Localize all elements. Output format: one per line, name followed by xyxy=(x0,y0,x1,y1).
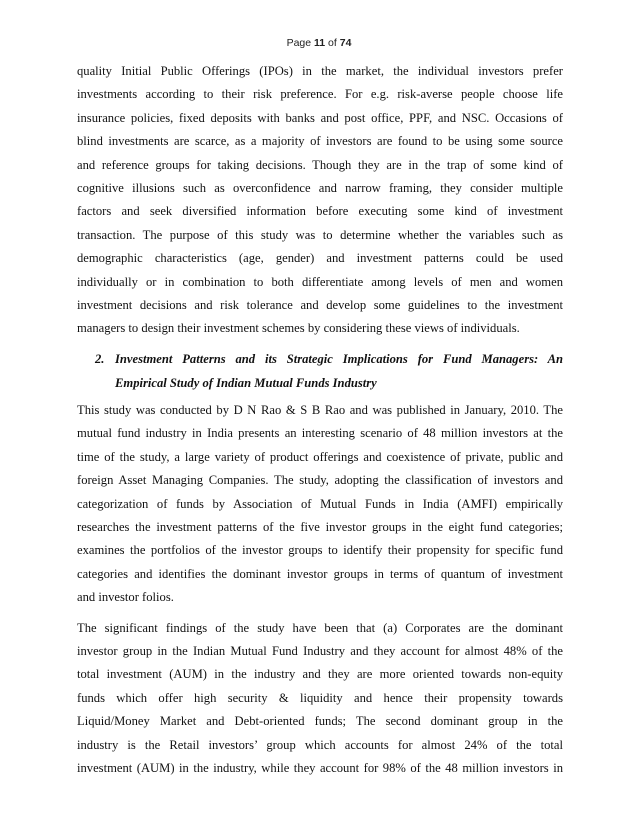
text-line: investments according to their risk preference. For e.g. risk-averse people choose life xyxy=(77,87,563,102)
heading-line: Investment Patterns and its Strategic Implications for Fund Managers: An xyxy=(115,351,563,366)
text-line: mutual fund industry in India presents an interesting scenario of 48 million investors at the xyxy=(77,426,563,441)
text-line: and investor folios. xyxy=(77,590,174,605)
text-line: The significant findings of the study have been that (a) Corporates are the dominant xyxy=(77,620,563,635)
text-line: industry is the Retail investors’ group which accounts for almost 24% of the total xyxy=(77,737,563,752)
text-line: demographic characteristics (age, gender) and investment patterns could be used xyxy=(77,251,563,266)
text-line: total investment (AUM) in the industry and they are more oriented towards non-equity xyxy=(77,667,563,682)
page-current: 11 xyxy=(314,37,326,49)
text-line: cognitive illusions such as overconfidence and narrow framing, they consider multiple xyxy=(77,181,563,196)
paragraph-findings xyxy=(77,617,563,781)
text-line: individually or in combination to both differentiate among levels of men and women xyxy=(77,274,563,289)
text-line: investment decisions and risk tolerance and develop some guidelines to the investment xyxy=(77,298,563,313)
text-line: This study was conducted by D N Rao & S B Rao and was published in January, 2010. The xyxy=(77,402,563,417)
text-line: time of the study, a large variety of product offerings and coexistence of private, public and xyxy=(77,449,563,464)
document-body xyxy=(77,60,563,780)
text-line: foreign Asset Managing Companies. The study, adopting the classification of investors and xyxy=(77,473,563,488)
paragraph-intro-continued xyxy=(77,60,563,341)
text-line: funds which offer high security & liquidity and hence their propensity towards xyxy=(77,690,563,705)
text-line: quality Initial Public Offerings (IPOs) in the market, the individual investors prefer xyxy=(77,64,563,78)
text-line: categories and identifies the dominant investor groups in terms of quantum of investment xyxy=(77,566,563,581)
text-line: insurance policies, fixed deposits with banks and post office, PPF, and NSC. Occasions of xyxy=(77,110,563,125)
text-line: transaction. The purpose of this study was to determine whether the variables such as xyxy=(77,227,563,242)
text-line: investment (AUM) in the industry, while they account for 98% of the 48 million investors in xyxy=(77,760,563,775)
section-heading xyxy=(77,347,563,395)
text-line: categorization of funds by Association of Mutual Funds in India (AMFI) empirically xyxy=(77,496,563,511)
text-line: Liquid/Money Market and Debt-oriented funds; The second dominant group in the xyxy=(77,714,563,729)
section-number: 2. xyxy=(95,351,105,366)
heading-line: Empirical Study of Indian Mutual Funds Industry xyxy=(115,375,377,390)
page-header xyxy=(0,37,638,49)
text-line: researches the investment patterns of the five investor groups in the eight fund categories; xyxy=(77,519,563,534)
text-line: examines the portfolios of the investor groups to identify their propensity for specific fund xyxy=(77,543,563,558)
text-line: investor group in the Indian Mutual Fund Industry and they account for almost 48% of the xyxy=(77,643,563,658)
text-line: and reference groups for taking decisions. Though they are in the trap of some kind of xyxy=(77,157,563,172)
paragraph-study-overview xyxy=(77,399,563,610)
text-line: blind investments are scarce, as a majority of investors are found to be using some source xyxy=(77,134,563,149)
text-line: managers to design their investment schemes by considering these views of individuals. xyxy=(77,321,520,336)
page-total: 74 xyxy=(339,37,352,49)
page-label: Page xyxy=(286,37,312,49)
page-of: of xyxy=(328,37,337,49)
text-line: factors and seek diversified information before executing some kind of investment xyxy=(77,204,563,219)
